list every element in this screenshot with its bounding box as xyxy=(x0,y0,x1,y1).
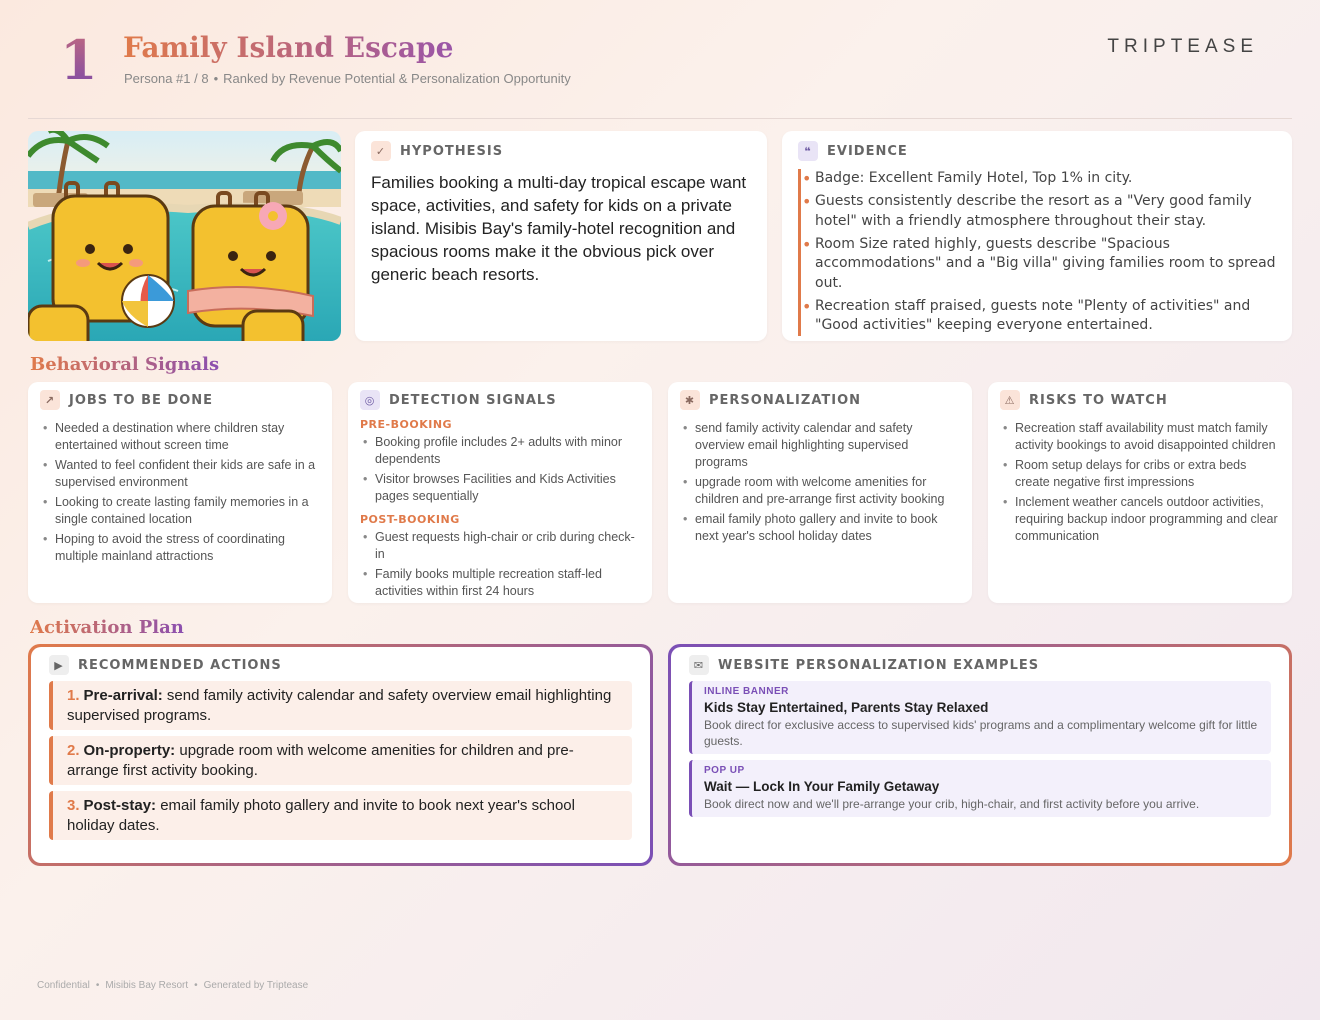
list-item: • Inclement weather cancels outdoor activities, requiring backup indoor programming and clear communication xyxy=(1000,494,1280,545)
page-subtitle: Persona #1 / 8 • Ranked by Revenue Potential & Personalization Opportunity xyxy=(124,71,571,86)
example-pop-up: POP UP Wait — Lock In Your Family Getaway Book direct now and we'll pre-arrange your crib, high-chair, and first activity before you arrive. xyxy=(689,760,1271,817)
persona-number: 1 xyxy=(60,28,98,92)
list-item: • Guest requests high-chair or crib during check-in xyxy=(360,529,640,563)
footer: Confidential • Misibis Bay Resort • Generated by Triptease xyxy=(37,980,309,991)
detection-card xyxy=(348,382,652,603)
jobs-list xyxy=(40,420,320,565)
brand-logo: TRIPTEASE xyxy=(1107,36,1258,57)
list-item: • email family photo gallery and invite to book next year's school holiday dates xyxy=(680,511,960,545)
evidence-card xyxy=(782,131,1292,341)
sparkle-icon: ✱ xyxy=(680,390,700,410)
page-title: Family Island Escape xyxy=(123,31,454,64)
list-item: • send family activity calendar and safety overview email highlighting supervised programs xyxy=(680,420,960,471)
jobs-heading: ↗ JOBS TO BE DONE xyxy=(40,390,320,410)
pre-booking-label: PRE-BOOKING xyxy=(360,418,453,431)
list-item: • Looking to create lasting family memories in a single contained location xyxy=(40,494,320,528)
personalization-list xyxy=(680,420,960,545)
recommended-actions-card xyxy=(28,644,653,866)
evidence-item: • Badge: Excellent Family Hotel, Top 1% in city. xyxy=(815,169,1276,189)
action-item: 2. On-property: upgrade room with welcome amenities for children and pre-arrange first activity booking. xyxy=(49,736,632,785)
risks-list xyxy=(1000,420,1280,545)
warning-icon: ⚠ xyxy=(1000,390,1020,410)
check-icon: ✓ xyxy=(371,141,391,161)
target-icon: ◎ xyxy=(360,390,380,410)
arrow-up-right-icon: ↗ xyxy=(40,390,60,410)
list-item: • Recreation staff availability must match family activity bookings to avoid disappointed children xyxy=(1000,420,1280,454)
personalization-card xyxy=(668,382,972,603)
hypothesis-heading: ✓ HYPOTHESIS xyxy=(371,141,751,161)
evidence-list xyxy=(798,169,1276,336)
post-booking-label: POST-BOOKING xyxy=(360,513,460,526)
risks-card xyxy=(988,382,1292,603)
risks-heading: ⚠ RISKS TO WATCH xyxy=(1000,390,1280,410)
activation-plan-heading: Activation Plan xyxy=(30,617,184,638)
persona-label: Persona #1 / 8 xyxy=(124,71,209,86)
list-item: • Booking profile includes 2+ adults with minor dependents xyxy=(360,434,640,468)
list-item: • Hoping to avoid the stress of coordinating multiple mainland attractions xyxy=(40,531,320,565)
jobs-card xyxy=(28,382,332,603)
list-item: • Family books multiple recreation staff-led activities within first 24 hours xyxy=(360,566,640,600)
list-item: • Wanted to feel confident their kids are safe in a supervised environment xyxy=(40,457,320,491)
hypothesis-text: Families booking a multi-day tropical escape want space, activities, and safety for kids on a private island. Misibis Bay's family-hotel recognition and spacious rooms make it the obvious pick over generic beach resorts. xyxy=(371,173,747,284)
hypothesis-card xyxy=(355,131,767,341)
play-icon: ▶ xyxy=(49,655,69,675)
evidence-item: • Room Size rated highly, guests describe "Spacious accommodations" and a "Big villa" giving families room to spread out. xyxy=(815,235,1276,294)
behavioral-signals-heading: Behavioral Signals xyxy=(30,354,220,375)
header-divider xyxy=(28,118,1292,119)
recommended-actions-heading: ▶ RECOMMENDED ACTIONS xyxy=(49,655,632,675)
quote-icon: ❝ xyxy=(798,141,818,161)
evidence-heading: ❝ EVIDENCE xyxy=(798,141,1276,161)
hero-illustration xyxy=(28,131,341,341)
detection-heading: ◎ DETECTION SIGNALS xyxy=(360,390,640,410)
pre-booking-list xyxy=(360,434,640,505)
ranking-label: Ranked by Revenue Potential & Personalization Opportunity xyxy=(223,71,571,86)
website-personalization-heading: ✉ WEBSITE PERSONALIZATION EXAMPLES xyxy=(689,655,1271,675)
example-inline-banner: INLINE BANNER Kids Stay Entertained, Parents Stay Relaxed Book direct for exclusive access to supervised kids' programs and a complimentary welcome gift for little guests. xyxy=(689,681,1271,754)
personalization-heading: ✱ PERSONALIZATION xyxy=(680,390,960,410)
action-item: 1. Pre-arrival: send family activity calendar and safety overview email highlighting supervised programs. xyxy=(49,681,632,730)
list-item: • Visitor browses Facilities and Kids Activities pages sequentially xyxy=(360,471,640,505)
evidence-item: • Recreation staff praised, guests note "Plenty of activities" and "Good activities" keeping everyone entertained. xyxy=(815,297,1276,336)
evidence-item: • Guests consistently describe the resort as a "Very good family hotel" with a friendly atmosphere throughout their stay. xyxy=(815,192,1276,231)
action-item: 3. Post-stay: email family photo gallery and invite to book next year's school holiday dates. xyxy=(49,791,632,840)
website-personalization-card xyxy=(668,644,1292,866)
mail-icon: ✉ xyxy=(689,655,709,675)
list-item: • Room setup delays for cribs or extra beds create negative first impressions xyxy=(1000,457,1280,491)
list-item: • upgrade room with welcome amenities for children and pre-arrange first activity booking xyxy=(680,474,960,508)
post-booking-list xyxy=(360,529,640,600)
family-luggage-pool-illustration xyxy=(28,131,341,341)
list-item: • Needed a destination where children stay entertained without screen time xyxy=(40,420,320,454)
